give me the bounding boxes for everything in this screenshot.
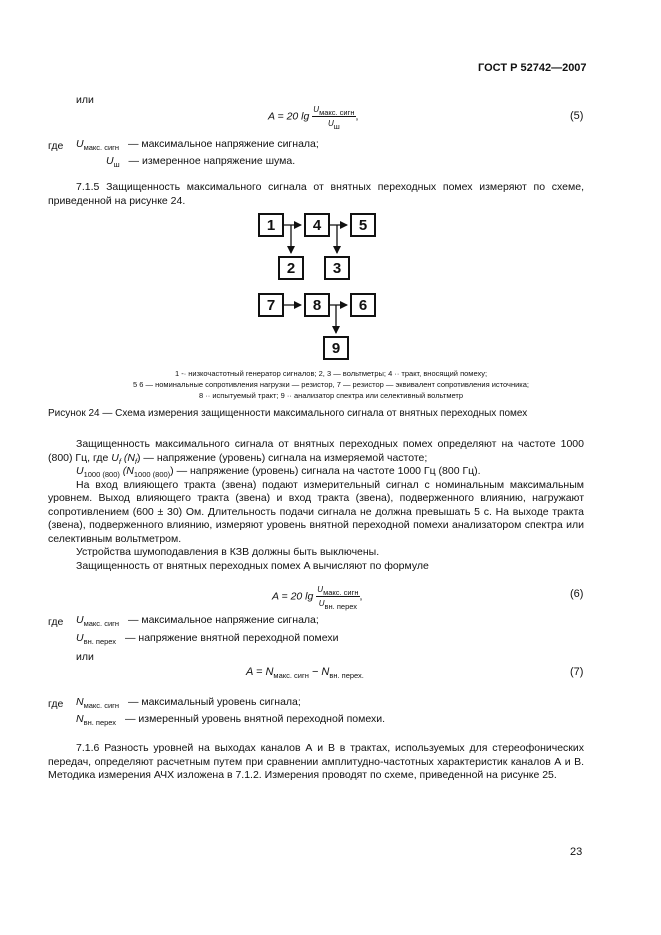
block-2: 2 xyxy=(278,256,304,280)
figure-legend xyxy=(48,368,614,401)
section-7-1-6: 7.1.6 Разность уровней на выходах каналов А и В в трактах, используемых для стереофонических передач, определяют расчетным путем при сравнении амплитудно-частотных характеристик каналов А и В. Методика измерения АЧХ изложена в 7.1.2. Измерения проводят по схеме, приведенной на рисунке 25. xyxy=(48,742,584,781)
block-7: 7 xyxy=(258,293,284,317)
section-7-1-5: 7.1.5 Защищенность максимального сигнала от внятных переходных помех измеряют по схеме, приведенной на рисунке 24. xyxy=(48,181,584,207)
body-text xyxy=(48,438,584,573)
defs3-item-2: $N_{вн. перех}$ — измеренный уровень внятной переходной помехи. xyxy=(76,713,385,727)
eq7-number: (7) xyxy=(570,666,584,678)
defs2-item-1: $U_{макс. сигн}$ — максимальное напряжение сигнала; xyxy=(76,614,319,628)
def-var: U xyxy=(106,155,114,167)
eq5-num-sub: макс. сигн xyxy=(319,108,355,117)
block-1: 1 xyxy=(258,213,284,237)
diagram-connectors xyxy=(0,0,661,360)
paragraph-4: Устройства шумоподавления в КЗВ должны быть выключены. xyxy=(76,546,380,558)
def-sub: макс. сигн xyxy=(83,143,120,152)
block-9: 9 xyxy=(323,336,349,360)
document-header: ГОСТ Р 52742—2007 xyxy=(478,62,587,74)
def-text: — измеренное напряжение шума. xyxy=(128,155,296,167)
block-6: 6 xyxy=(350,293,376,317)
figure-24-caption: Рисунок 24 — Схема измерения защищенности максимального сигнала от внятных переходных помех xyxy=(48,408,528,419)
eq6-lhs: A = 20 lg xyxy=(272,590,314,603)
eq6-number: (6) xyxy=(570,588,584,600)
eq5-lhs: A = 20 lg xyxy=(268,110,310,123)
page-number: 23 xyxy=(570,846,583,858)
defs2-item-2: $U_{вн. перех}$ — напряжение внятной переходной помехи xyxy=(76,632,339,646)
block-8: 8 xyxy=(304,293,330,317)
legend-line-1: 1 -· низкочастотный генератор сигналов; 2, 3 — вольтметры; 4 ·· тракт, вносящий помеху; xyxy=(174,369,488,378)
eq5-num-var: U xyxy=(313,105,320,114)
paragraph-2: $U_{1000 (800)}$ $(N_{1000 (800)})$ — напряжение (уровень) сигнала на частоте 1000 Гц (800 Гц). xyxy=(76,465,481,479)
defs2-where: где xyxy=(48,616,64,628)
def-var: U xyxy=(76,138,84,150)
block-5: 5 xyxy=(350,213,376,237)
equation-7: $A = N_{макс. сигн} - N_{вн. перех.}$ xyxy=(246,666,364,680)
eq5-trail: , xyxy=(355,110,359,123)
equation-6: A = 20 lg $\frac{\text{Uмакс. сигн}}{\text{Uвн. перех}}$ , xyxy=(272,585,363,611)
block-4: 4 xyxy=(304,213,330,237)
legend-line-3: 8 ·· испытуемый тракт; 9 ·· анализатор спектра или селективный вольтметр xyxy=(198,391,464,400)
eq5-den-sub: ш xyxy=(333,122,340,131)
def-sub: ш xyxy=(113,160,120,169)
defs3-where: где xyxy=(48,698,64,710)
paragraph-1: Защищенность максимального сигнала от внятных переходных помех определяют на частоте 1000 (800) Гц, где $U_f$ $(N_f)$ — напряжение (уровень) сигнала на измеряемой частоте; xyxy=(48,438,584,466)
legend-line-2: 5 6 — номинальные сопротивления нагрузки — резистор, 7 — резистор — эквивалент сопротивления источника; xyxy=(133,380,529,389)
figure-24-diagram xyxy=(0,0,661,360)
paragraph-5: Защищенность от внятных переходных помех A вычисляют по формуле xyxy=(76,559,429,572)
defs1-where: где xyxy=(48,140,64,152)
block-3: 3 xyxy=(324,256,350,280)
defs3-item-1: $N_{макс. сигн}$ — максимальный уровень сигнала; xyxy=(76,696,301,710)
paragraph-3: На вход влияющего тракта (звена) подают измерительный сигнал с номинальным максимальным уровнем. Выход влияющего тракта (звена) и вход тракта (звена), подверженного влиянию, нагружают сопротивлением (600 ± 30) Ом. Длительность подачи сигнала не должна превышать 5 с. На выходе тракта (звена), подверженного влиянию, измеряют уровень внятной переходной помехи анализатором спектра или селективным вольтметром. xyxy=(48,478,584,545)
eq5-number: (5) xyxy=(570,110,584,122)
defs2-or: или xyxy=(76,651,94,663)
eq5-den-var: U xyxy=(327,119,334,128)
eq5-prefix: или xyxy=(76,94,94,106)
def-text: — максимальное напряжение сигнала; xyxy=(127,138,319,150)
eq6-fraction: $\frac{\text{Uмакс. сигн}}{\text{Uвн. перех}}$ xyxy=(317,585,359,611)
